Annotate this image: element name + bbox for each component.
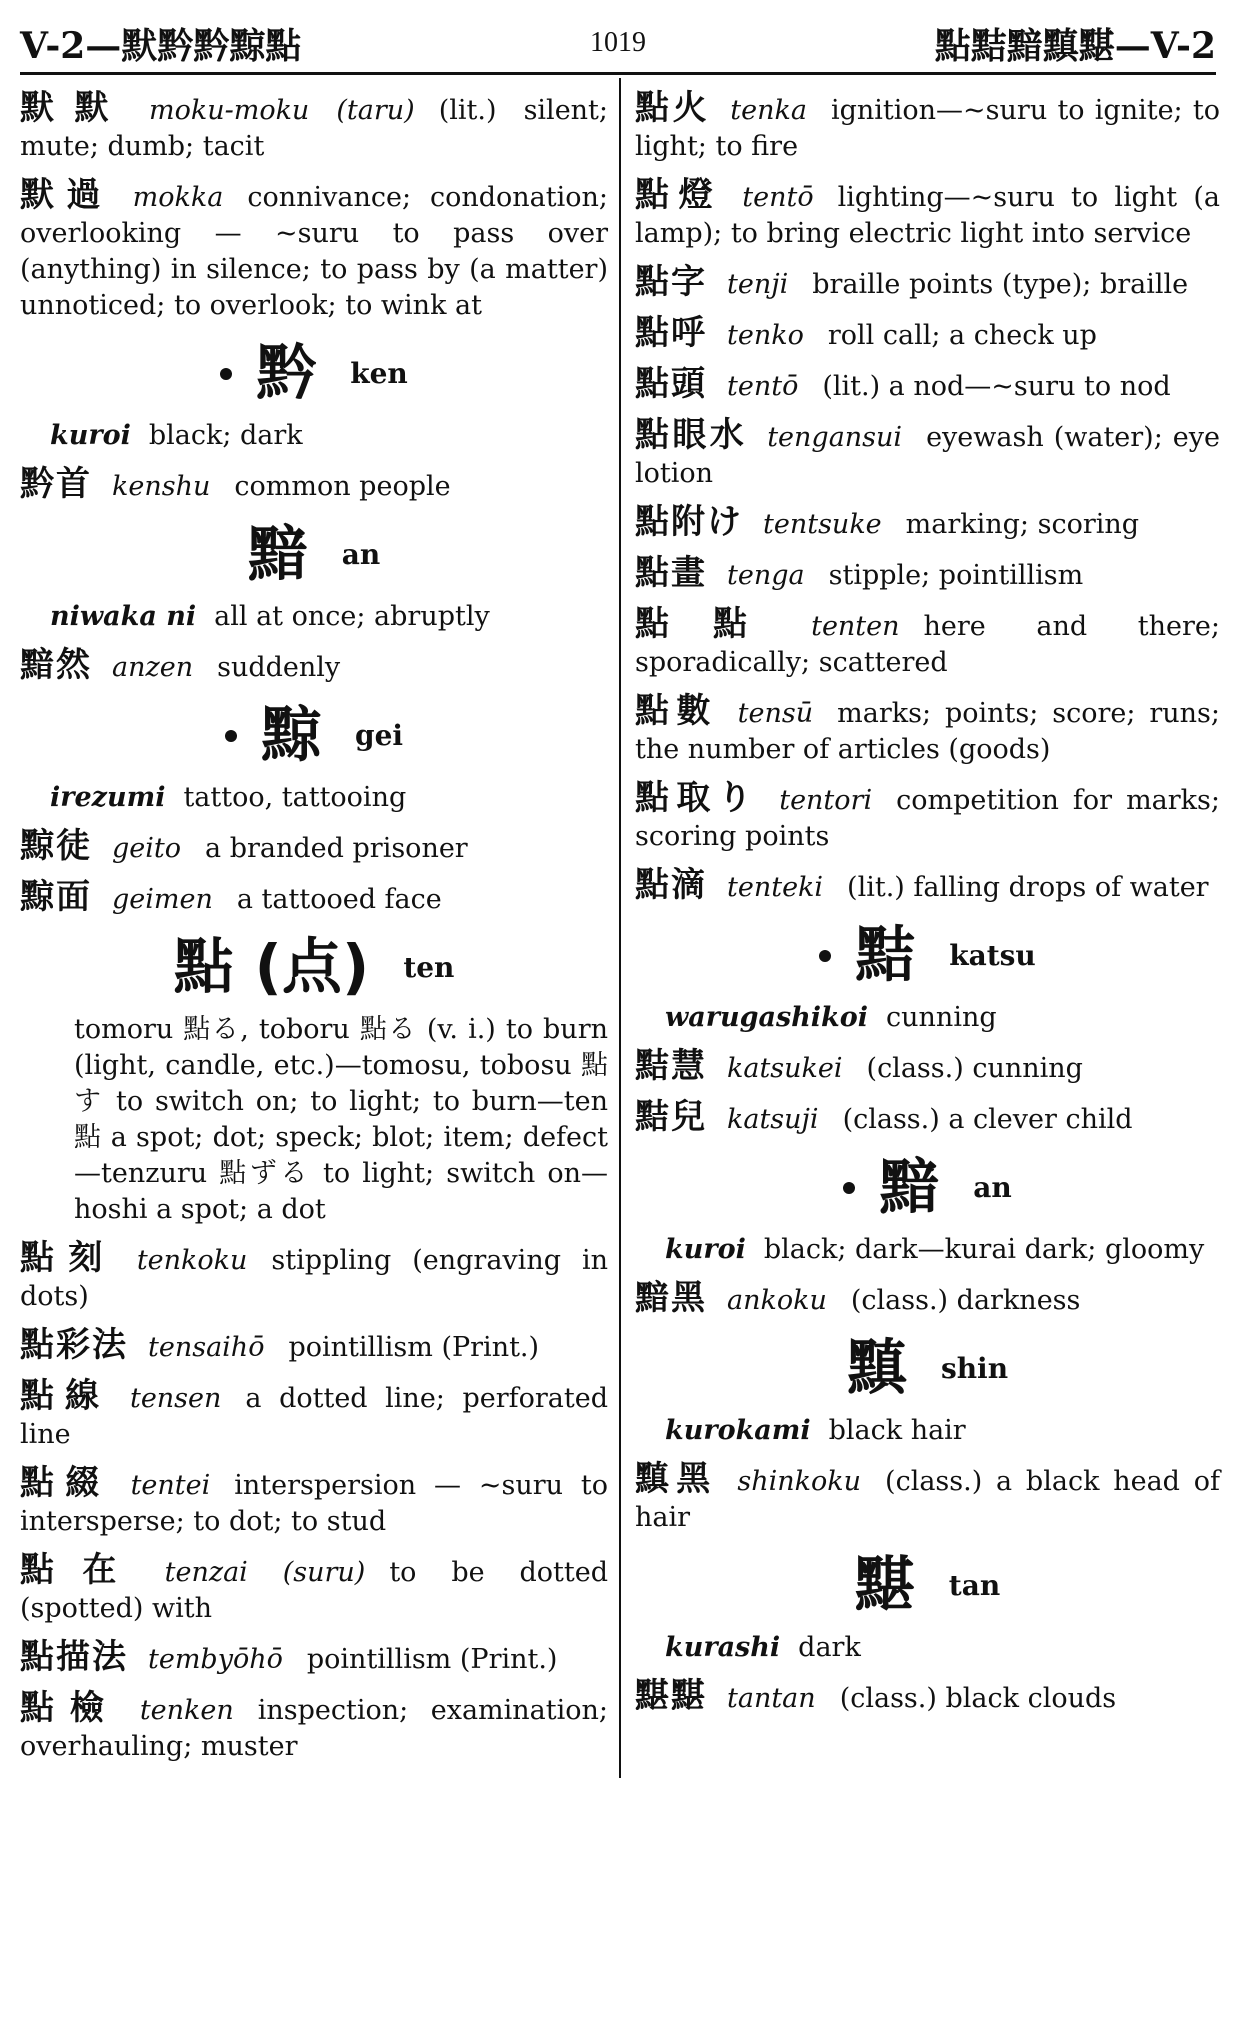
kun-gloss: tattoo, tattooing [183,782,407,813]
dictionary-entry [20,879,608,918]
entry-definition: to be dotted (spotted) with [20,1557,608,1624]
entry-definition: stippling (engraving in dots) [20,1245,609,1312]
heading-gei [20,700,608,770]
entry-kanji: 默默 [20,88,129,128]
heading-kanji: 黮 [854,1550,915,1621]
bullet-icon [225,730,237,742]
entry-romaji: mokka [132,182,224,213]
entry-definition: lighting—~suru to light (a lamp); to bring electric light into service [635,182,1220,249]
dictionary-entry [20,828,608,867]
entry-definition: inspection; examination; overhauling; muster [20,1695,608,1762]
kun-word: kuroi [50,420,131,451]
entry-kanji: 點滴 [635,865,707,905]
entry-definition: ignition—~suru to ignite; to light; to fire [635,95,1220,162]
entry-kanji: 黠兒 [635,1097,707,1137]
kun-gloss: all at once; abruptly [214,601,490,632]
entry-kanji: 點綴 [20,1463,111,1503]
heading-reading: an [341,537,381,571]
entry-romaji: geimen [112,884,213,915]
entry-definition: marking; scoring [905,509,1140,540]
heading-kanji: 點 (点) [173,932,370,1003]
entry-kanji: 點畫 [635,553,707,593]
heading-tan [635,1550,1220,1620]
heading-kanji: 黯 [879,1152,940,1223]
dictionary-entry [20,466,608,505]
entry-definition: a branded prisoner [205,833,468,864]
entry-kanji: 點附け [635,502,743,542]
bullet-icon [819,950,831,962]
kun-gloss: black; dark—kurai dark; gloomy [763,1234,1205,1265]
entry-kanji: 點字 [635,262,707,302]
entry-kanji: 點檢 [20,1688,120,1728]
entry-definition: suddenly [217,652,341,683]
entry-kanji: 點線 [20,1376,110,1416]
entry-definition: common people [234,471,451,502]
entry-kanji: 點頭 [635,364,707,404]
dictionary-entry [20,90,608,165]
entry-romaji: tantan [727,1683,816,1714]
entry-romaji: tenken [139,1695,234,1726]
heading-an [20,519,608,589]
entry-definition: (class.) darkness [850,1285,1081,1316]
ten-paragraph: tomoru 點る, toboru 點る (v. i.) to burn (light, candle, etc.)—tomosu, tobosu 點す to switch on; to light; to burn—ten 點 a spot; dot; speck; blot; item; defect—tenzuru 點ずる to light; switch on—hoshi a spot; a dot [74,1014,608,1225]
kun-reading [635,1232,1220,1268]
entry-kanji: 黥徒 [20,826,92,866]
kun-gloss: dark [798,1632,861,1663]
page-number: 1019 [590,27,646,58]
kun-reading [635,1630,1220,1666]
entry-romaji: katsukei [727,1053,843,1084]
kun-word: niwaka ni [50,601,197,632]
heading-ken [20,338,608,408]
heading-katsu [635,920,1220,990]
heading-reading: ken [350,356,408,390]
entry-definition: (class.) a clever child [842,1104,1133,1135]
entry-definition: (class.) cunning [866,1053,1083,1084]
header-right-guide: 點黠黯黰黮—V-2 [934,24,1216,67]
entry-definition: interspersion — ~suru to intersperse; to dot; to stud [20,1470,609,1537]
dictionary-entry [20,1465,608,1540]
entry-definition: (lit.) falling drops of water [847,872,1209,903]
kun-reading [20,599,608,635]
dictionary-entry [20,1240,608,1315]
entry-kanji: 點取り [635,778,760,818]
entry-romaji: tenka [730,95,807,126]
dictionary-entry [635,1280,1220,1319]
kun-gloss: black hair [828,1415,966,1446]
entry-romaji: tentori [779,785,873,816]
heading-reading: gei [354,718,404,752]
entry-romaji: tenga [727,560,805,591]
heading-kanji: 黠 [855,920,916,991]
entry-romaji: tenko [727,320,804,351]
entry-romaji: shinkoku [737,1466,862,1497]
entry-romaji: tensaihō [148,1332,265,1363]
dictionary-entry [635,555,1220,594]
dictionary-entry [20,177,608,324]
heading-kanji: 黔 [256,338,317,409]
bullet-icon [843,1182,855,1194]
entry-kanji: 點在 [20,1550,145,1590]
dictionary-entry [20,1639,608,1678]
entry-romaji: tengansui [767,422,903,453]
entry-definition: a tattooed face [236,884,442,915]
entry-romaji: tensen [129,1383,222,1414]
entry-romaji: tentō [742,182,814,213]
kun-word: warugashikoi [665,1002,869,1033]
entry-kanji: 黔首 [20,464,92,504]
kun-reading [20,780,608,816]
entry-romaji: tentei [130,1470,211,1501]
entry-kanji: 點點 [635,604,792,644]
entry-kanji: 黯然 [20,645,92,685]
heading-kanji: 黥 [260,700,321,771]
bullet-icon [220,368,232,380]
heading-an [635,1152,1220,1222]
heading-ten [20,932,608,1002]
kun-word: kurokami [665,1415,811,1446]
entry-romaji: anzen [112,652,194,683]
kun-gloss: cunning [886,1002,997,1033]
entry-kanji: 點燈 [635,175,723,215]
entry-definition: roll call; a check up [827,320,1097,351]
dictionary-entry [635,264,1220,303]
kun-word: kurashi [665,1632,781,1663]
entry-definition: here and there; sporadically; scattered [635,611,1221,678]
entry-kanji: 點呼 [635,313,707,353]
entry-definition: (class.) black clouds [839,1683,1117,1714]
dictionary-entry [635,90,1220,165]
heading-shin [635,1333,1220,1403]
heading-kanji: 黰 [846,1333,907,1404]
entry-romaji: tenji [727,269,789,300]
dictionary-entry [635,606,1220,681]
heading-reading: an [973,1170,1012,1204]
entry-romaji: tenkoku [136,1245,248,1276]
entry-definition: (lit.) a nod—~suru to nod [822,371,1171,402]
dictionary-entry [635,780,1220,855]
entry-definition: competition for marks; scoring points [635,785,1220,852]
entry-romaji: tentō [727,371,799,402]
entry-romaji: kenshu [112,471,211,502]
dictionary-entry [635,504,1220,543]
entry-definition: pointillism (Print.) [306,1644,558,1675]
entry-kanji: 點火 [635,88,711,128]
dictionary-entry [635,1099,1220,1138]
entry-romaji: tembyōhō [148,1644,283,1675]
entry-kanji: 黠慧 [635,1046,707,1086]
entry-kanji: 黰黑 [635,1459,718,1499]
entry-romaji: geito [112,833,182,864]
dictionary-entry [20,1552,608,1627]
entry-definition: stipple; pointillism [828,560,1084,591]
entry-kanji: 點描法 [20,1637,128,1677]
entry-definition: marks; points; score; runs; the number of articles (goods) [635,698,1220,765]
entry-romaji: tensū [737,698,814,729]
dictionary-entry [20,1327,608,1366]
entry-definition: (lit.) silent; mute; dumb; tacit [20,95,609,162]
entry-romaji: katsuji [727,1104,819,1135]
dictionary-entry [635,417,1220,492]
heading-reading: shin [940,1351,1009,1385]
kun-reading [20,418,608,454]
dictionary-entry [635,1678,1220,1717]
entry-kanji: 默過 [20,175,113,215]
dictionary-entry [635,366,1220,405]
entry-definition: pointillism (Print.) [288,1332,540,1363]
dictionary-entry [635,315,1220,354]
heading-reading: ten [403,950,455,984]
entry-kanji: 黥面 [20,877,92,917]
entry-kanji: 點眼水 [635,415,748,455]
dictionary-entry [20,1690,608,1765]
dictionary-entry [635,1048,1220,1087]
entry-definition: braille points (type); braille [812,269,1189,300]
dictionary-entry [20,647,608,686]
dictionary-entry [635,867,1220,906]
entry-definition: eyewash (water); eye lotion [635,422,1220,489]
left-column [20,90,608,1777]
entry-romaji: tenzai (suru) [164,1557,366,1588]
entry-definition: a dotted line; perforated line [20,1383,608,1450]
dictionary-entry [635,693,1220,768]
entry-definition: (class.) a black head of hair [635,1466,1220,1533]
kun-word: kuroi [665,1234,746,1265]
right-column [635,90,1220,1729]
dictionary-entry [20,1378,608,1453]
heading-reading: tan [948,1568,1001,1602]
entry-kanji: 點刻 [20,1238,117,1278]
entry-kanji: 黮黮 [635,1676,707,1716]
heading-reading: katsu [949,938,1036,972]
column-divider [619,78,621,1778]
page-header [20,14,1216,75]
entry-romaji: moku-moku (taru) [148,95,415,126]
header-left-guide: V-2—默黔黔黥點 [20,24,302,67]
dictionary-entry [635,177,1220,252]
kun-reading [635,1413,1220,1449]
entry-romaji: tenten [811,611,900,642]
heading-kanji: 黯 [247,519,308,590]
kun-gloss: black; dark [148,420,303,451]
entry-kanji: 點數 [635,691,718,731]
entry-romaji: tentsuke [763,509,882,540]
entry-romaji: ankoku [727,1285,827,1316]
kun-reading [635,1000,1220,1036]
entry-romaji: tenteki [727,872,824,903]
entry-kanji: 點彩法 [20,1325,128,1365]
dictionary-entry [635,1461,1220,1536]
entry-kanji: 黯黑 [635,1278,707,1318]
kun-word: irezumi [50,782,166,813]
entry-definition: connivance; condonation; overlooking — ~suru to pass over (anything) in silence; to pass by (a matter) unnoticed; to overlook; to wink at [20,182,608,321]
